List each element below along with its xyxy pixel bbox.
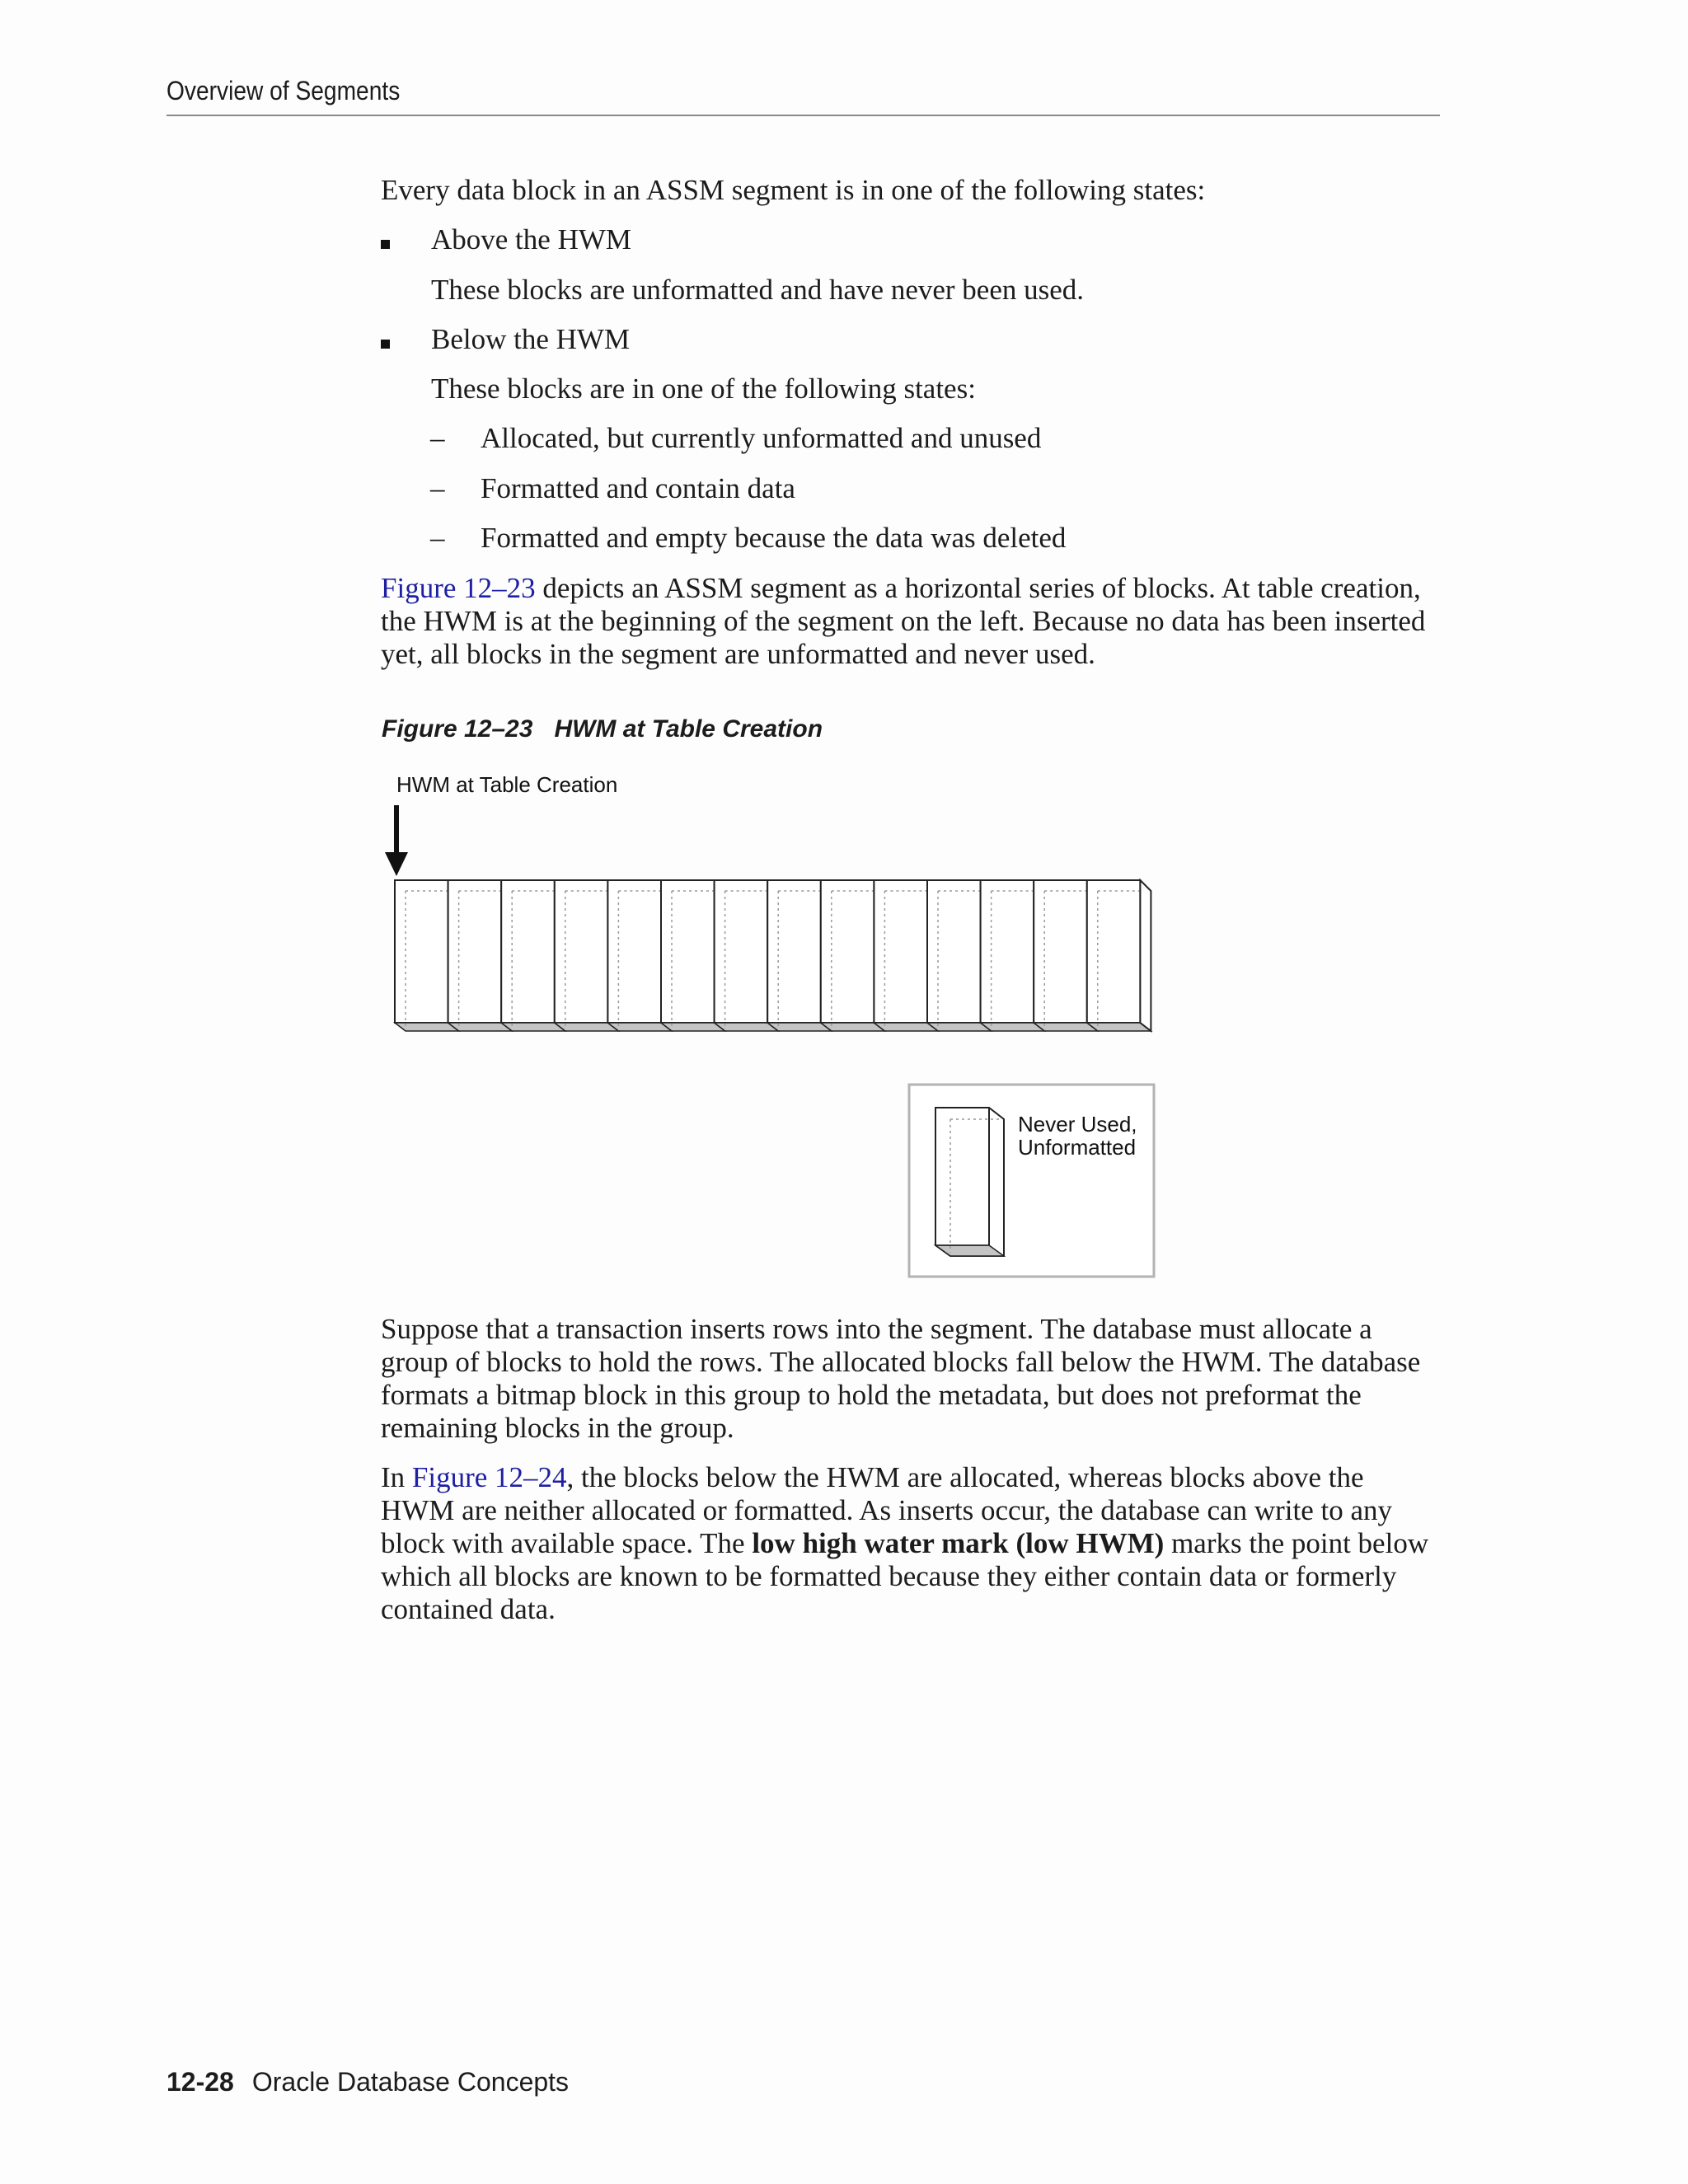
substate-item: Formatted and contain data [481, 472, 795, 504]
substate-item: Formatted and empty because the data was deleted [481, 522, 1067, 554]
figure-12-23-link[interactable]: Figure 12–23 [381, 572, 536, 604]
segment-end-face [1140, 880, 1151, 1031]
hwm-pointer-label: HWM at Table Creation [396, 772, 618, 797]
figure-title: HWM at Table Creation [554, 715, 823, 743]
legend-line-1: Never Used, [1018, 1112, 1137, 1137]
state-label-above-hwm: Above the HWM [431, 223, 632, 255]
page-footer [166, 2067, 569, 2097]
dash-marker: – [430, 422, 445, 454]
state-description-above-hwm: These blocks are unformatted and have never been used. [431, 274, 1085, 306]
figure-12-24-link[interactable]: Figure 12–24 [411, 1461, 567, 1493]
low-hwm-prefix: In [381, 1461, 412, 1493]
low-hwm-paragraph [381, 1461, 1440, 1626]
never-used-block-icon [935, 1108, 1004, 1256]
book-title: Oracle Database Concepts [251, 2067, 570, 2097]
state-description-below-hwm: These blocks are in one of the following states: [431, 373, 976, 405]
legend-label [1018, 1113, 1137, 1159]
figure-intro-text: depicts an ASSM segment as a horizontal series of blocks. At table creation, the HWM is at the beginning of the segment on the left. Because no data has been inserted yet, all blocks in the segment are unformatted and never used. [381, 572, 1426, 670]
legend-line-2: Unformatted [1018, 1135, 1137, 1160]
intro-sentence: Every data block in an ASSM segment is in one of the following states: [381, 174, 1206, 206]
transaction-paragraph: Suppose that a transaction inserts rows into the segment. The database must allocate a group of blocks to hold the rows. The allocated blocks fall below the HWM. The database formats a bitmap block in this group to hold the metadata, but does not preformat the remaining blocks in the group. [381, 1313, 1421, 1444]
figure-number: Figure 12–23 [382, 715, 533, 743]
dash-marker: – [430, 522, 445, 554]
substate-item: Allocated, but currently unformatted and unused [481, 422, 1042, 454]
dash-marker: – [430, 472, 445, 504]
page-number: 12-28 [166, 2067, 234, 2097]
low-hwm-suffix: marks the point below which all blocks are known to be formatted because they either contain data or formerly contained data. [381, 1527, 1429, 1625]
low-hwm-middle: , the blocks below the HWM are allocated, whereas blocks above the HWM are neither allocated or formatted. As inserts occur, the database can write to any block with available space. The [381, 1461, 1392, 1559]
running-header: Overview of Segments [166, 76, 401, 105]
state-label-below-hwm: Below the HWM [431, 323, 631, 355]
low-hwm-term: low high water mark (low HWM) [752, 1527, 1165, 1559]
hwm-arrow-icon [385, 805, 408, 876]
segment-block-row [395, 880, 1151, 1031]
